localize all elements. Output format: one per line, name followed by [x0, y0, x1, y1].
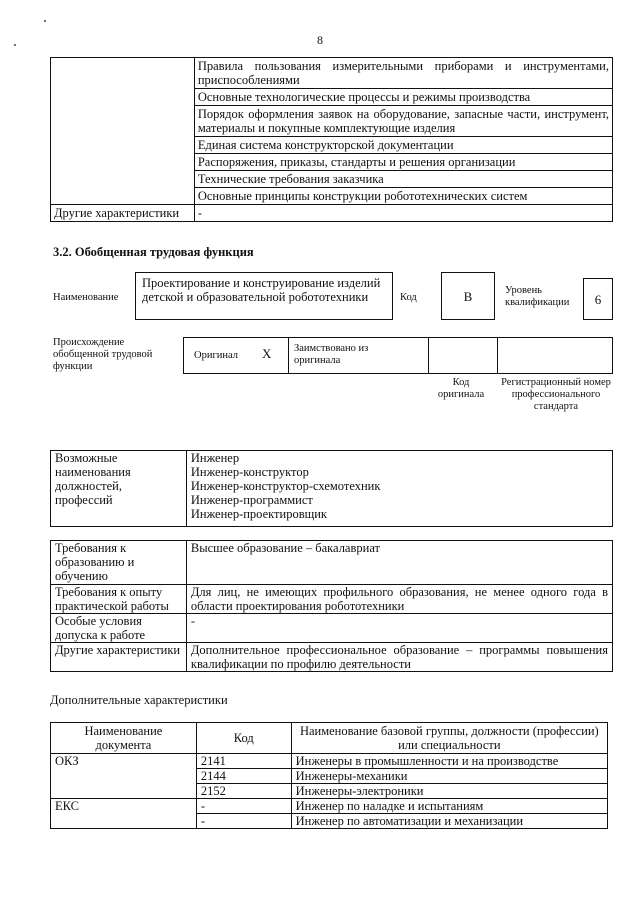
doc-okz: ОКЗ [51, 754, 197, 799]
page-number: 8 [317, 33, 323, 47]
level-label: Уровень квалификации [505, 285, 570, 308]
code-label: Код [400, 292, 417, 303]
requirements-table [50, 540, 613, 672]
eks-code: - [196, 799, 291, 814]
okz-name: Инженеры-механики [291, 769, 607, 784]
position-item: Инженер-конструктор [190, 465, 309, 479]
eks-code: - [196, 814, 291, 829]
requirement-label: Другие характеристики [51, 643, 187, 672]
origin-divider [497, 338, 498, 374]
positions-label: Возможные наименования должностей, профессий [51, 451, 187, 527]
positions-list [186, 451, 612, 527]
other-characteristics-label: Другие характеристики [51, 205, 195, 222]
position-item: Инженер-программист [190, 493, 313, 507]
code-value-box: B [441, 272, 495, 320]
doc-eks: ЕКС [51, 799, 197, 829]
eks-name: Инженер по наладке и испытаниям [291, 799, 607, 814]
code-original-label: Код оригинала [437, 377, 485, 400]
knowledge-item: Единая система конструкторской документации [194, 137, 612, 154]
section-title: 3.2. Обобщенная трудовая функция [53, 245, 254, 259]
requirement-value: Высшее образование – бакалавриат [186, 541, 612, 585]
header-group: Наименование базовой группы, должности (профессии) или специальности [291, 723, 607, 754]
knowledge-item: Правила пользования измерительными приборами и инструментами, приспособлениями [194, 58, 612, 89]
okz-name: Инженеры в промышленности и на производстве [291, 754, 607, 769]
position-item: Инженер-конструктор-схемотехник [190, 479, 381, 493]
origin-label: Происхождение обобщенной трудовой функции [53, 337, 153, 372]
scan-speck [44, 20, 46, 22]
knowledge-label-cell [51, 58, 195, 205]
header-code: Код [196, 723, 291, 754]
original-mark: X [262, 346, 272, 361]
requirement-value: - [186, 614, 612, 643]
origin-divider [288, 338, 289, 374]
position-item: Инженер-проектировщик [190, 507, 327, 521]
position-item: Инженер [190, 451, 240, 465]
additional-title: Дополнительные характеристики [50, 693, 228, 707]
knowledge-table [50, 57, 613, 222]
reg-number-label: Регистрационный номер профессионального стандарта [501, 377, 611, 412]
eks-name: Инженер по автоматизации и механизации [291, 814, 607, 829]
origin-frame [183, 337, 613, 374]
requirement-label: Особые условия допуска к работе [51, 614, 187, 643]
additional-table [50, 722, 608, 829]
knowledge-item: Технические требования заказчика [194, 171, 612, 188]
okz-code: 2152 [196, 784, 291, 799]
header-document: Наименование документа [51, 723, 197, 754]
okz-code: 2144 [196, 769, 291, 784]
function-name-box: Проектирование и конструирование изделий детской и образовательной робототехники [135, 272, 393, 320]
borrowed-label: Заимствовано из оригинала [294, 343, 369, 366]
other-characteristics-value: - [194, 205, 612, 222]
requirement-label: Требования к образованию и обучению [51, 541, 187, 585]
knowledge-item: Основные принципы конструкции робототехнических систем [194, 188, 612, 205]
positions-table [50, 450, 613, 527]
knowledge-item: Распоряжения, приказы, стандарты и решения организации [194, 154, 612, 171]
requirement-value: Для лиц, не имеющих профильного образования, не менее одного года в области проектирования робототехники [186, 585, 612, 614]
okz-name: Инженеры-электроники [291, 784, 607, 799]
origin-divider [428, 338, 429, 374]
name-label: Наименование [53, 292, 119, 303]
knowledge-item: Основные технологические процессы и режимы производства [194, 89, 612, 106]
original-label: Оригинал [194, 350, 238, 361]
requirement-label: Требования к опыту практической работы [51, 585, 187, 614]
requirement-value: Дополнительное профессиональное образование – программы повышения квалификации по профилю деятельности [186, 643, 612, 672]
knowledge-item: Порядок оформления заявок на оборудование, запасные части, инструмент, материалы и покупные комплектующие изделия [194, 106, 612, 137]
okz-code: 2141 [196, 754, 291, 769]
level-value-box: 6 [583, 278, 613, 320]
